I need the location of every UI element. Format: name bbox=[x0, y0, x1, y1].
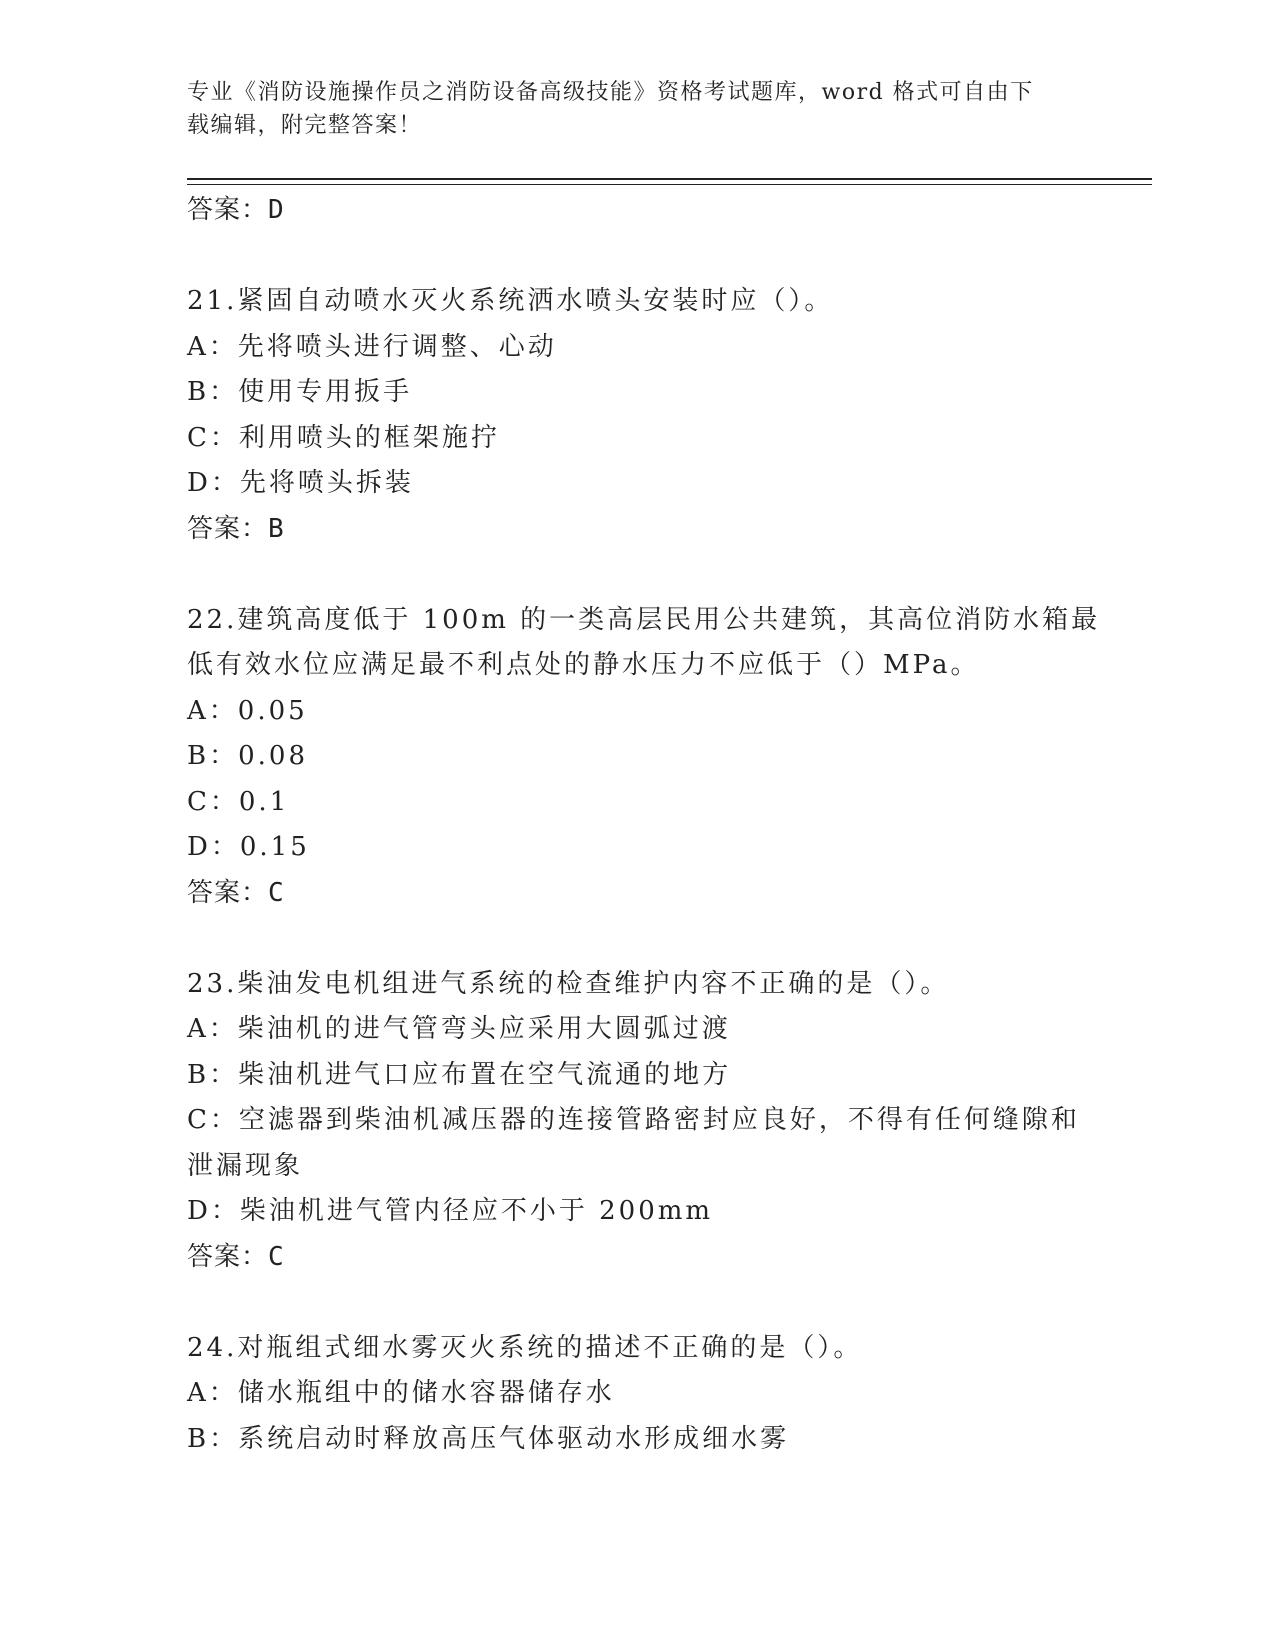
question-stem: 24.对瓶组式细水雾灭火系统的描述不正确的是（）。 bbox=[187, 1332, 863, 1363]
question-stem: 22.建筑高度低于 100m 的一类高层民用公共建筑，其高位消防水箱最 bbox=[187, 604, 1101, 635]
header-line-1: 专业《消防设施操作员之消防设备高级技能》资格考试题库，word 格式可自由下 bbox=[187, 80, 1034, 105]
question-option: D：柴油机进气管内径应不小于 200mm bbox=[187, 1196, 714, 1226]
question-block bbox=[187, 279, 1087, 598]
question-option: B：柴油机进气口应布置在空气流通的地方 bbox=[187, 1059, 732, 1090]
question-block bbox=[187, 1326, 1087, 1463]
spacer bbox=[187, 234, 1087, 280]
question-option: A：储水瓶组中的储水容器储存水 bbox=[187, 1378, 615, 1408]
answer-value: D bbox=[268, 195, 285, 225]
question-option: D：先将喷头拆装 bbox=[187, 468, 414, 498]
question-option: B：使用专用扳手 bbox=[187, 377, 413, 407]
question-option: A：柴油机的进气管弯头应采用大圆弧过渡 bbox=[187, 1014, 731, 1044]
question-option: C：0.1 bbox=[187, 786, 290, 817]
question-option: D：0.15 bbox=[187, 832, 310, 862]
answer-value: C bbox=[268, 877, 285, 908]
answer-value: B bbox=[268, 513, 285, 544]
question-block bbox=[187, 962, 1087, 1326]
answer-label: 答案： bbox=[187, 1241, 269, 1272]
question-option: A：0.05 bbox=[187, 695, 308, 726]
header-divider-thick bbox=[187, 178, 1152, 180]
spacer bbox=[187, 552, 1087, 598]
question-option: C：空滤器到柴油机减压器的连接管路密封应良好，不得有任何缝隙和 bbox=[187, 1105, 1080, 1135]
spacer bbox=[187, 1280, 1087, 1326]
spacer bbox=[187, 916, 1087, 962]
answer-label: 答案： bbox=[187, 195, 269, 225]
answer-value: C bbox=[268, 1241, 285, 1272]
question-list bbox=[187, 188, 1101, 1462]
header-divider-thin bbox=[187, 184, 1152, 185]
header-line-2: 载编辑，附完整答案！ bbox=[187, 113, 423, 138]
question-answer bbox=[187, 871, 1087, 917]
question-answer bbox=[187, 1235, 1087, 1281]
question-option: 泄漏现象 bbox=[187, 1150, 304, 1181]
question-stem: 23.柴油发电机组进气系统的检查维护内容不正确的是（）。 bbox=[187, 968, 950, 999]
document-header bbox=[187, 76, 1067, 142]
question-stem: 低有效水位应满足最不利点处的静水压力不应低于（）MPa。 bbox=[187, 650, 980, 680]
question-option: B：0.08 bbox=[187, 741, 308, 771]
question-option: A：先将喷头进行调整、心动 bbox=[187, 331, 557, 362]
questions-container bbox=[187, 279, 1101, 1462]
question-option: C：利用喷头的框架施拧 bbox=[187, 422, 500, 453]
question-answer bbox=[187, 507, 1087, 553]
answer-label: 答案： bbox=[187, 513, 269, 544]
previous-answer bbox=[187, 188, 1087, 234]
question-option: B：系统启动时释放高压气体驱动水形成细水雾 bbox=[187, 1423, 790, 1454]
answer-label: 答案： bbox=[187, 877, 269, 908]
question-block bbox=[187, 598, 1101, 962]
question-stem: 21.紧固自动喷水灭火系统洒水喷头安装时应（）。 bbox=[187, 286, 834, 316]
